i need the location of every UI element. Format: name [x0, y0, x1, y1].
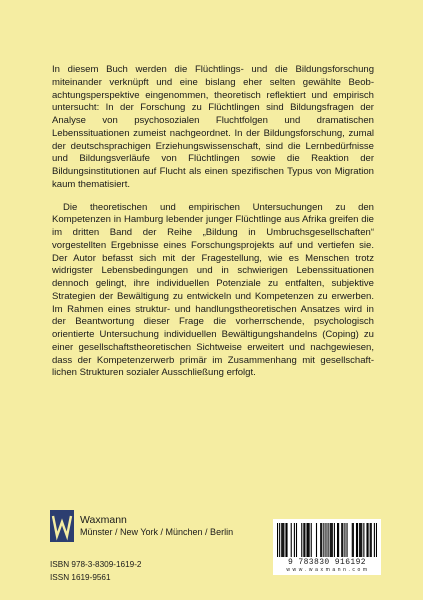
isbn-text: ISBN 978-3-8309-1619-2	[50, 560, 142, 569]
barcode-bar	[370, 523, 371, 557]
barcode-bar	[291, 523, 292, 557]
barcode-bar	[374, 523, 375, 557]
barcode-bar	[332, 523, 333, 557]
publisher-url: w w w . w a x m a n n . c o m	[286, 567, 368, 573]
barcode-bar	[363, 523, 364, 557]
barcode-bar	[371, 523, 372, 557]
barcode-bar	[328, 523, 329, 557]
barcode-bar	[366, 523, 367, 557]
publisher-name: Waxmann	[80, 514, 127, 526]
barcode-bar	[353, 523, 354, 557]
barcode-bar	[325, 523, 326, 557]
blurb-paragraph-1: In diesem Buch werden die Flüchtlings- und die Bildungsforschung miteinander verknüpft und eine bislang eher selten gewählte Beobachtungsperspektive eingenommen, theoretisch reflektiert und empirisch untersucht: In der Forschung zu Flüchtlingen sind Bildungsfragen der Analyse von psychosozialen Fluchtfolgen und dramatischen Lebenssituationen zumeist nachgeordnet. In der Bildungsforschung, zumal der deutschsprachigen Erziehungswissenschaft, sind die Lernbedürfnisse und Bildungsverläufe von Flüchtlingen sowie die Reaktion der Bildungsinstitutionen auf Flucht als einen spezifischen Typus von Migration kaum thematisiert.	[52, 64, 374, 190]
barcode-bar	[304, 523, 305, 557]
publisher-cities: Münster / New York / München / Berlin	[80, 527, 234, 537]
barcode-bar	[356, 523, 357, 557]
barcode-bar	[311, 523, 312, 557]
barcode-bar	[285, 523, 286, 557]
barcode-bar	[376, 523, 377, 557]
barcode-bar	[360, 523, 361, 557]
barcode-bar	[337, 523, 338, 557]
barcode-bar	[286, 523, 287, 557]
barcode-bar	[277, 523, 278, 557]
book-identifiers	[50, 559, 142, 584]
barcode-bar	[282, 523, 283, 557]
barcode-bar	[357, 523, 358, 557]
barcode-bar	[309, 523, 310, 557]
barcode-bar	[334, 523, 335, 557]
barcode-bar	[342, 523, 343, 557]
barcode-bar	[323, 523, 324, 557]
barcode-bar	[283, 523, 284, 557]
barcode-bar	[294, 523, 295, 557]
barcode-bar	[341, 523, 342, 557]
barcode-bar	[344, 523, 345, 557]
barcode-box	[273, 519, 381, 575]
barcode-bar	[338, 523, 339, 557]
barcode-bar	[306, 523, 307, 557]
barcode-bar	[281, 523, 282, 557]
barcode-bar	[320, 523, 321, 557]
blurb-paragraph-2: Die theoretischen und empirischen Untersuchungen zu den Kompetenzen in Hamburg lebender junger Flüchtlinge aus Afrika greifen die im dritten Band der Reihe „Bildung in Umbruchsgesellschaften“ vorgestellten Ergebnisse eines Forschungsprojekts auf und vertiefen sie. Der Autor befasst sich mit der Fragestellung, wie es Menschen trotz widrigster Lebensbedingungen und in schwierigen Lebenssituationen dennoch gelingt, ihre individuellen Potenziale zu entfalten, subjektive Strategien der Bewältigung zu entwickeln und Kompetenzen zu erwerben. Im Rahmen eines struktur- und handlungstheoretischen Ansatzes wird in der Beantwortung dieser Frage die vorherrschende, psychologisch orientierte Untersuchung individuellen Bewältigungshandelns (Coping) zu einer gesellschaftstheoretischen Sichtweise erweitert und nachgewiesen, dass der Kompetenzerwerb primär im Zusammenhang mit gesellschaftlichen Strukturen sozialer Ausschließung erfolgt.	[52, 201, 374, 379]
barcode-bar	[279, 523, 280, 557]
barcode-bar	[321, 523, 322, 557]
barcode-bar	[346, 523, 347, 557]
barcode-bar	[296, 523, 297, 557]
barcode-digits: 9 783830 916192	[287, 558, 366, 567]
barcode-graphic	[277, 523, 377, 557]
issn-text: ISSN 1619-9561	[50, 572, 111, 582]
barcode-bar	[301, 523, 302, 557]
barcode-bar	[352, 523, 353, 557]
waxmann-logo-icon	[50, 510, 74, 542]
barcode-bar	[331, 523, 332, 557]
back-cover-blurb	[52, 64, 374, 380]
barcode-bar	[361, 523, 362, 557]
barcode-bar	[330, 523, 331, 557]
barcode-bar	[359, 523, 360, 557]
barcode-bar	[308, 523, 309, 557]
barcode-bar	[303, 523, 304, 557]
barcode-bar	[368, 523, 369, 557]
barcode-bar	[316, 523, 317, 557]
